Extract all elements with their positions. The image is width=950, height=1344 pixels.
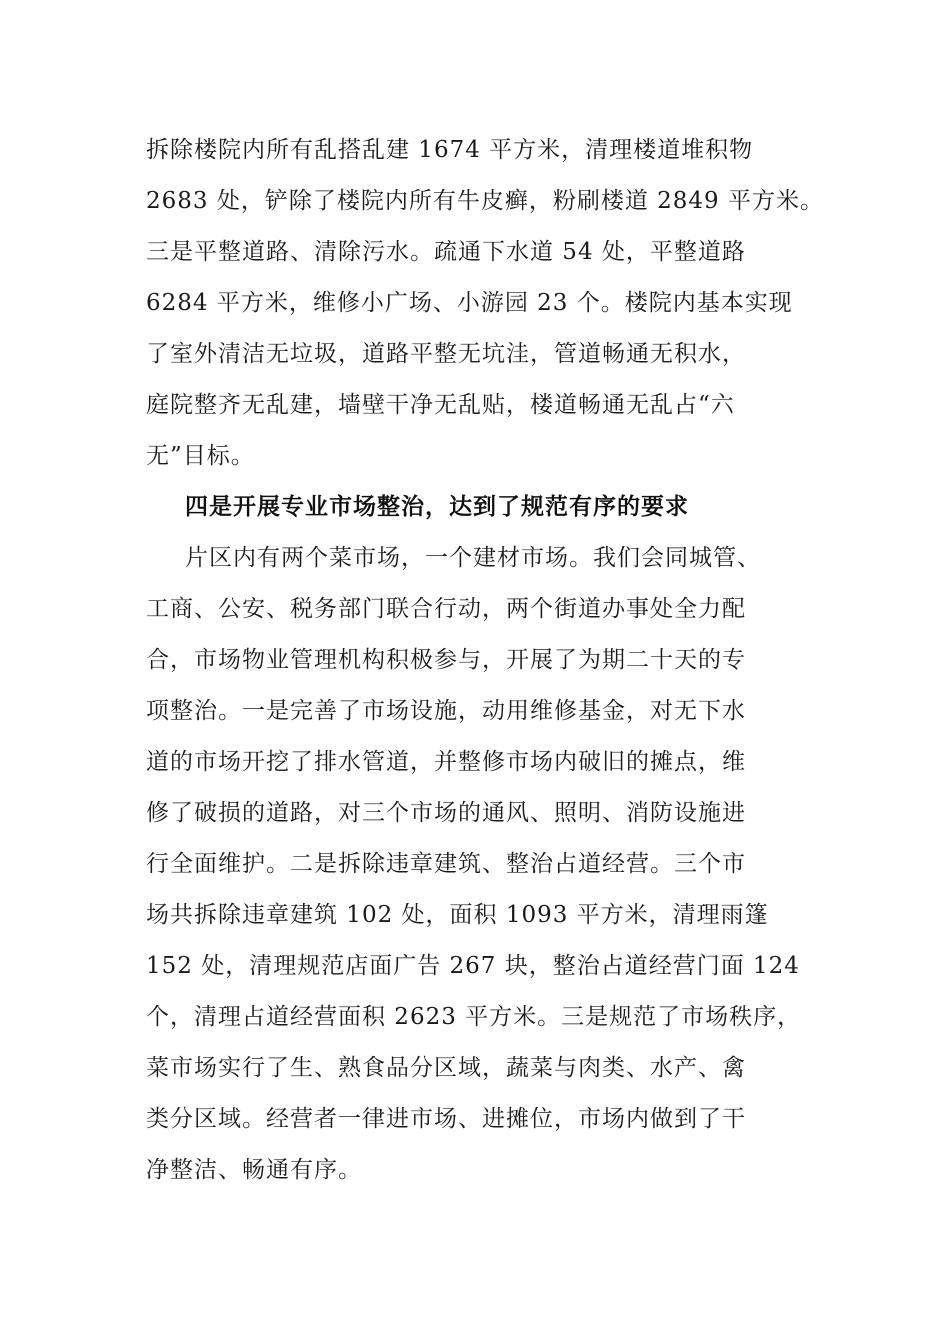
paragraph-1-line: 三是平整道路、清除污水。疏通下水道 54 处，平整道路 — [146, 239, 746, 265]
paragraph-2-line: 项整治。一是完善了市场设施，动用维修基金，对无下水 — [146, 698, 746, 724]
paragraph-1-line: 无”目标。 — [146, 443, 255, 469]
section-heading: 四是开展专业市场整治，达到了规范有序的要求 — [185, 494, 689, 520]
paragraph-2-line: 工商、公安、税务部门联合行动，两个街道办事处全力配 — [146, 596, 746, 622]
paragraph-2-line: 道的市场开挖了排水管道，并整修市场内破旧的摊点，维 — [146, 749, 746, 775]
paragraph-2-line: 个，清理占道经营面积 2623 平方米。三是规范了市场秩序， — [146, 1004, 802, 1030]
paragraph-1-line: 庭院整齐无乱建，墙壁干净无乱贴，楼道畅通无乱占“六 — [146, 392, 735, 418]
paragraph-2-line: 菜市场实行了生、熟食品分区域，蔬菜与肉类、水产、禽 — [146, 1055, 746, 1081]
paragraph-2-line: 152 处，清理规范店面广告 267 块，整治占道经营门面 124 — [146, 953, 800, 979]
paragraph-1-line: 6284 平方米，维修小广场、小游园 23 个。楼院内基本实现 — [146, 290, 793, 316]
paragraph-2-line: 片区内有两个菜市场，一个建材市场。我们会同城管、 — [185, 545, 761, 571]
paragraph-2-line: 修了破损的道路，对三个市场的通风、照明、消防设施进 — [146, 800, 746, 826]
paragraph-2-line: 场共拆除违章建筑 102 处，面积 1093 平方米，清理雨篷 — [146, 902, 769, 928]
paragraph-1-line: 拆除楼院内所有乱搭乱建 1674 平方米，清理楼道堆积物 — [146, 137, 754, 163]
paragraph-2-line: 净整洁、畅通有序。 — [146, 1157, 362, 1183]
paragraph-2-line: 类分区域。经营者一律进市场、进摊位，市场内做到了干 — [146, 1106, 746, 1132]
paragraph-2-line: 行全面维护。二是拆除违章建筑、整治占道经营。三个市 — [146, 851, 746, 877]
paragraph-1-line: 了室外清洁无垃圾，道路平整无坑洼，管道畅通无积水， — [146, 341, 746, 367]
paragraph-1-line: 2683 处，铲除了楼院内所有牛皮癣，粉刷楼道 2849 平方米。 — [146, 188, 824, 214]
paragraph-2-line: 合，市场物业管理机构积极参与，开展了为期二十天的专 — [146, 647, 746, 673]
